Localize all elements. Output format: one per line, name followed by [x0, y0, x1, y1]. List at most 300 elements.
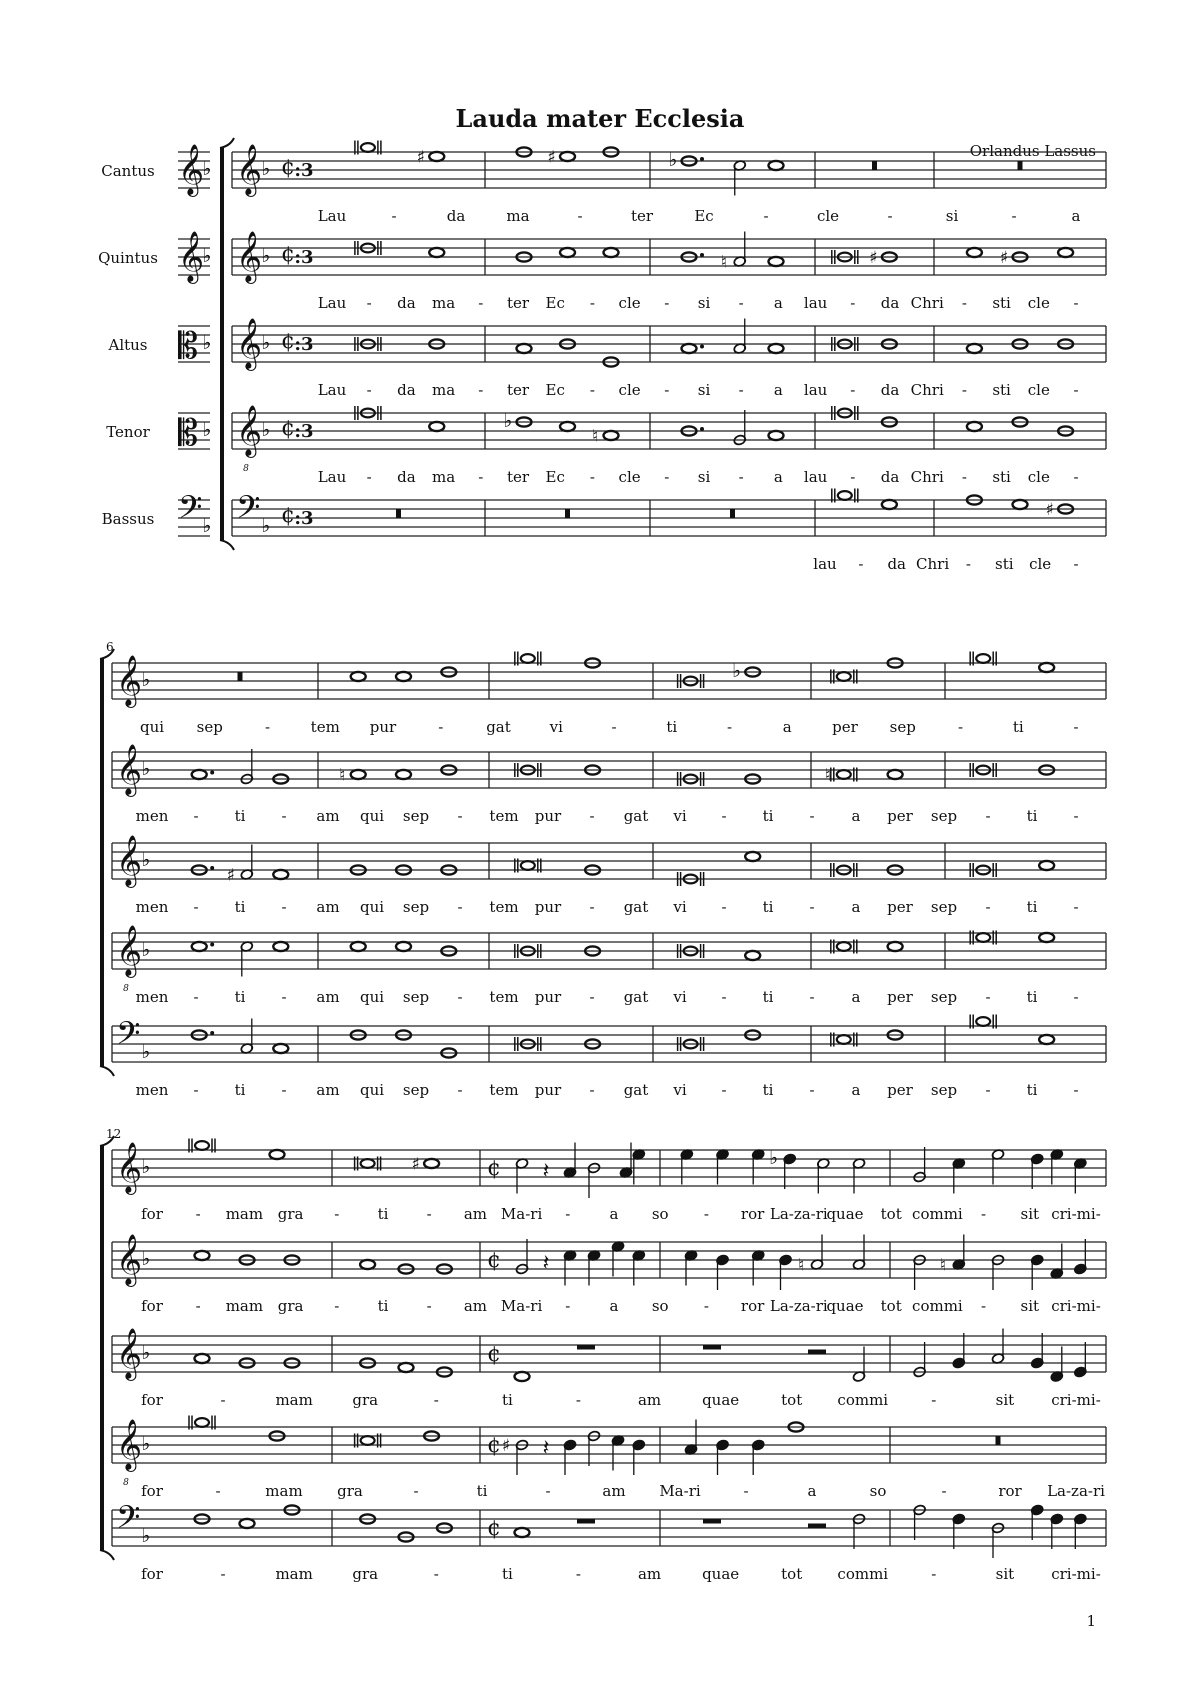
dot — [700, 427, 704, 431]
breve-rest — [238, 672, 243, 681]
quarter-note — [1031, 1254, 1044, 1290]
lyric-hyphen: - — [850, 381, 856, 399]
lyric-syllable: cri-mi- — [1051, 1391, 1101, 1409]
lyric-hyphen: - — [195, 1297, 201, 1315]
lyric-syllable: ti — [234, 807, 246, 825]
voice-label-cantus: Cantus — [101, 162, 155, 180]
lyric-hyphen: - — [565, 1205, 571, 1223]
lyric-syllable: ti — [1026, 807, 1038, 825]
lyric-syllable: ti — [234, 898, 246, 916]
lyric-syllable: a — [851, 1081, 861, 1099]
lyric-syllable: Ma-ri — [500, 1205, 543, 1223]
lyric-hyphen: - — [611, 718, 617, 736]
whole-note — [769, 344, 784, 353]
lyric-hyphen: - — [961, 381, 967, 399]
time-signature: :3 — [294, 247, 314, 268]
lyric-syllable: si — [697, 381, 711, 399]
c-clef-icon: 𝄡 — [178, 326, 199, 367]
notehead — [192, 942, 207, 951]
lyric-hyphen: - — [1073, 807, 1079, 825]
flat-icon: ♭ — [261, 245, 271, 267]
lyric-syllable: am — [463, 1297, 487, 1315]
lyric-syllable: tot — [781, 1391, 803, 1409]
notehead — [360, 1260, 375, 1269]
lyric-syllable: pur — [534, 1081, 562, 1099]
whole-note — [273, 942, 288, 951]
quarter-note — [716, 1439, 729, 1475]
lyric-hyphen: - — [589, 468, 595, 486]
lyric-hyphen: - — [721, 898, 727, 916]
lyric-syllable: ma — [506, 207, 530, 225]
lyric-syllable: La-za-ri — [769, 1297, 828, 1315]
notehead — [273, 1044, 288, 1053]
quarter-note — [632, 1250, 645, 1286]
lyric-syllable: cri-mi- — [1051, 1205, 1101, 1223]
notehead — [976, 1017, 990, 1026]
whole-note — [1039, 861, 1054, 870]
lyric-syllable: Lau — [317, 207, 347, 225]
lyric-syllable: sep — [402, 1081, 430, 1099]
notehead — [273, 870, 288, 879]
lyric-syllable: quae — [702, 1391, 740, 1409]
lyric-hyphen: - — [426, 1297, 432, 1315]
natural-icon: ♮ — [339, 765, 346, 786]
lyric-syllable: cle — [1027, 468, 1050, 486]
half-note — [733, 319, 746, 355]
quarter-note — [587, 1250, 600, 1286]
half-rest — [808, 1350, 826, 1355]
flat-icon: ♭ — [503, 410, 513, 432]
lyric-hyphen: - — [281, 807, 287, 825]
page-number: 1 — [1086, 1612, 1096, 1630]
flat-icon: ♭ — [202, 158, 212, 180]
lyric-syllable: per — [887, 1081, 913, 1099]
lyric-syllable: ter — [506, 381, 530, 399]
notehead — [745, 951, 760, 960]
whole-note — [270, 1150, 285, 1159]
lyric-syllable: a — [851, 988, 861, 1006]
lyric-hyphen: - — [426, 1205, 432, 1223]
quarter-note — [632, 1149, 645, 1185]
notehead — [976, 654, 990, 663]
bass-clef-icon: 𝄢 — [178, 489, 203, 533]
lyric-syllable: ror — [740, 1205, 765, 1223]
lyric-syllable: cle — [1027, 294, 1050, 312]
lyric-hyphen: - — [664, 294, 670, 312]
lyric-syllable: pur — [534, 807, 562, 825]
whole-note — [273, 1044, 288, 1053]
flat-icon: ♭ — [668, 149, 678, 171]
flat-icon: ♭ — [141, 1248, 151, 1270]
notehead — [604, 431, 619, 440]
notehead — [195, 1251, 210, 1260]
half-note — [240, 845, 253, 881]
whole-note — [351, 770, 366, 779]
lyric-hyphen: - — [738, 468, 744, 486]
flat-icon: ♭ — [202, 245, 212, 267]
whole-note — [888, 942, 903, 951]
lyric-syllable: mam — [275, 1565, 313, 1583]
quarter-note — [1074, 1342, 1087, 1378]
lyric-syllable: da — [446, 207, 466, 225]
cut-time-icon: ¢ — [487, 1342, 501, 1367]
quarter-note — [563, 1250, 576, 1286]
half-note — [240, 941, 253, 977]
lyric-syllable: men — [135, 807, 169, 825]
quarter-note — [952, 1333, 965, 1369]
lyric-syllable: ter — [630, 207, 654, 225]
quarter-note — [563, 1439, 576, 1475]
lyric-syllable: gat — [623, 1081, 649, 1099]
lyric-syllable: cri-mi- — [1051, 1565, 1101, 1583]
quarter-rest-icon: 𝄽 — [542, 1436, 550, 1461]
quarter-note — [1031, 1153, 1044, 1189]
notehead — [837, 672, 851, 681]
lyric-hyphen: - — [1073, 294, 1079, 312]
quarter-note — [684, 1420, 697, 1456]
whole-note — [1039, 933, 1054, 942]
lyric-syllable: cle — [618, 381, 641, 399]
quarter-note — [1074, 1513, 1087, 1549]
whole-rest — [577, 1519, 595, 1524]
half-note — [515, 1158, 528, 1194]
whole-note — [1039, 663, 1054, 672]
lyric-hyphen: - — [413, 1482, 419, 1500]
notehead — [604, 248, 619, 257]
lyric-syllable: men — [135, 898, 169, 916]
lyric-syllable: commi — [912, 1205, 963, 1223]
quarter-note — [680, 1149, 693, 1185]
quarter-note — [1050, 1149, 1063, 1185]
lyric-hyphen: - — [1073, 468, 1079, 486]
notehead — [517, 344, 532, 353]
half-note — [852, 1347, 865, 1383]
cut-time-icon: ¢ — [487, 1156, 501, 1181]
lyric-syllable: sep — [402, 807, 430, 825]
treble-clef-icon: 𝄞 — [236, 231, 263, 282]
voice-label-quintus: Quintus — [98, 249, 158, 267]
notehead — [429, 152, 444, 161]
lyric-hyphen: - — [743, 1482, 749, 1500]
notehead — [769, 344, 784, 353]
quarter-note — [1031, 1504, 1044, 1540]
cut-time-icon: ¢ — [281, 155, 295, 180]
lyric-syllable: ti — [377, 1205, 389, 1223]
composer-name: Orlandus Lassus — [969, 142, 1096, 160]
flat-icon: ♭ — [202, 419, 212, 441]
sharp-icon: ♯ — [501, 1436, 511, 1456]
whole-note — [396, 942, 411, 951]
cut-time-icon: ¢ — [281, 329, 295, 354]
notehead — [396, 770, 411, 779]
lyric-syllable: a — [609, 1297, 619, 1315]
dot — [700, 345, 704, 349]
lyric-syllable: lau — [813, 555, 837, 573]
lyric-hyphen: - — [193, 988, 199, 1006]
lyric-syllable: sep — [930, 807, 958, 825]
whole-note — [399, 1363, 414, 1372]
lyric-syllable: commi — [912, 1297, 963, 1315]
lyric-hyphen: - — [589, 381, 595, 399]
quarter-note — [632, 1439, 645, 1475]
lyric-syllable: am — [316, 1081, 340, 1099]
flat-icon: ♭ — [141, 1525, 151, 1547]
bracket-hook — [220, 540, 234, 550]
voice-label-bassus: Bassus — [101, 510, 155, 528]
lyric-hyphen: - — [457, 1081, 463, 1099]
lyric-hyphen: - — [850, 468, 856, 486]
lyric-syllable: ti — [762, 807, 774, 825]
quarter-note — [1050, 1513, 1063, 1549]
notehead — [560, 422, 575, 431]
lyric-hyphen: - — [809, 988, 815, 1006]
lyric-hyphen: - — [220, 1391, 226, 1409]
notehead — [838, 491, 852, 500]
flat-icon: ♭ — [202, 515, 212, 537]
whole-note — [396, 770, 411, 779]
lyric-syllable: Lau — [317, 294, 347, 312]
half-rest — [808, 1524, 826, 1529]
lyric-syllable: gra — [337, 1482, 363, 1500]
quarter-note — [611, 1435, 624, 1471]
lyric-syllable: am — [463, 1205, 487, 1223]
whole-note — [515, 1528, 530, 1537]
lyric-syllable: vi — [673, 1081, 687, 1099]
time-signature: :3 — [294, 508, 314, 529]
lyric-syllable: mam — [275, 1391, 313, 1409]
half-note — [991, 1149, 1004, 1185]
lyric-hyphen: - — [577, 207, 583, 225]
treble-clef-icon: 𝄞 — [116, 1328, 143, 1379]
lyric-syllable: a — [773, 294, 783, 312]
whole-note — [396, 672, 411, 681]
flat-icon: ♭ — [141, 669, 151, 691]
lyric-syllable: Ma-ri — [659, 1482, 701, 1500]
lyric-hyphen: - — [941, 1482, 947, 1500]
treble-clef-icon: 𝄞 — [116, 1419, 143, 1470]
notehead — [769, 161, 784, 170]
lyric-hyphen: - — [334, 1297, 340, 1315]
cut-time-icon: ¢ — [487, 1248, 501, 1273]
lyric-syllable: qui — [359, 898, 385, 916]
treble-clef-icon: 𝄞 — [236, 318, 263, 369]
lyric-hyphen: - — [961, 294, 967, 312]
lyric-hyphen: - — [985, 988, 991, 1006]
lyric-syllable: vi — [673, 898, 687, 916]
quarter-note — [1074, 1158, 1087, 1194]
lyric-syllable: a — [851, 807, 861, 825]
cut-time-icon: ¢ — [281, 416, 295, 441]
notehead — [1039, 861, 1054, 870]
lyric-hyphen: - — [457, 807, 463, 825]
lyric-syllable: sep — [196, 718, 223, 736]
whole-note — [429, 248, 444, 257]
notehead — [521, 654, 535, 663]
whole-note — [360, 1260, 375, 1269]
lyric-syllable: gat — [486, 718, 511, 736]
natural-icon: ♮ — [797, 1255, 805, 1276]
score-title: Lauda mater Ecclesia — [455, 104, 745, 133]
lyric-hyphen: - — [366, 381, 372, 399]
lyric-syllable: ti — [1026, 898, 1038, 916]
lyric-syllable: mam — [225, 1205, 264, 1223]
whole-note — [604, 431, 619, 440]
treble-clef-icon: 𝄞 — [236, 144, 263, 195]
breve-rest — [996, 1436, 1001, 1445]
lyric-hyphen: - — [931, 1391, 937, 1409]
lyric-hyphen: - — [763, 207, 769, 225]
quarter-note — [1031, 1333, 1044, 1369]
lyric-syllable: da — [887, 555, 906, 573]
lyric-syllable: si — [945, 207, 959, 225]
notehead — [837, 770, 851, 779]
lyric-syllable: for — [141, 1297, 163, 1315]
lyric-hyphen: - — [985, 807, 991, 825]
octave-marker: 8 — [123, 984, 129, 994]
lyric-hyphen: - — [858, 555, 864, 573]
lyric-syllable: qui — [359, 807, 385, 825]
lyric-syllable: am — [637, 1391, 662, 1409]
notehead — [976, 933, 990, 942]
lyric-syllable: a — [807, 1482, 817, 1500]
bracket-hook — [100, 1550, 114, 1560]
lyric-syllable: ti — [762, 988, 774, 1006]
notehead — [429, 422, 444, 431]
notehead — [429, 248, 444, 257]
lyric-syllable: Ec — [545, 468, 565, 486]
lyric-hyphen: - — [366, 294, 372, 312]
lyric-syllable: ti — [762, 1081, 774, 1099]
lyric-syllable: ti — [1026, 1081, 1038, 1099]
sharp-icon: ♯ — [869, 248, 878, 268]
quarter-rest-icon: 𝄽 — [542, 1159, 550, 1184]
lyric-syllable: am — [316, 988, 340, 1006]
lyric-hyphen: - — [1073, 898, 1079, 916]
flat-icon: ♭ — [141, 939, 151, 961]
whole-note — [429, 152, 444, 161]
lyric-syllable: si — [697, 294, 711, 312]
notehead — [515, 1372, 530, 1381]
lyric-syllable: ti — [1026, 988, 1038, 1006]
lyric-syllable: lau — [803, 294, 828, 312]
half-note — [733, 160, 746, 196]
lyric-syllable: per — [887, 807, 913, 825]
whole-note — [195, 1354, 210, 1363]
lyric-syllable: cle — [1029, 555, 1052, 573]
lyric-syllable: lau — [803, 381, 828, 399]
sharp-icon: ♯ — [547, 147, 556, 168]
notehead — [351, 672, 366, 681]
flat-icon: ♭ — [141, 849, 151, 871]
lyric-hyphen: - — [1073, 555, 1079, 573]
notehead — [1058, 248, 1073, 257]
treble-clef-icon: 𝄞 — [116, 1142, 143, 1193]
lyric-syllable: per — [832, 718, 858, 736]
lyric-syllable: a — [782, 718, 792, 736]
notehead — [882, 500, 897, 509]
notehead — [361, 143, 375, 152]
lyric-syllable: so — [651, 1297, 669, 1315]
lyric-syllable: gra — [277, 1205, 304, 1223]
lyric-syllable: a — [773, 468, 783, 486]
octave-marker: 8 — [123, 1478, 129, 1488]
notehead — [521, 861, 535, 870]
lyric-syllable: sti — [992, 294, 1011, 312]
quarter-note — [952, 1513, 965, 1549]
whole-note — [192, 942, 207, 951]
treble-clef-icon: 𝄞 — [116, 744, 143, 795]
lyric-hyphen: - — [887, 207, 893, 225]
dot — [210, 1031, 214, 1035]
lyric-hyphen: - — [965, 555, 971, 573]
lyric-hyphen: - — [1073, 988, 1079, 1006]
notehead — [1039, 663, 1054, 672]
notehead — [195, 1354, 210, 1363]
lyric-syllable: sit — [1020, 1297, 1040, 1315]
lyric-hyphen: - — [664, 381, 670, 399]
lyric-syllable: a — [773, 381, 783, 399]
notehead — [769, 257, 784, 266]
notehead — [745, 852, 760, 861]
whole-note — [424, 1159, 439, 1168]
lyric-syllable: Chri — [916, 555, 950, 573]
whole-note — [769, 257, 784, 266]
notehead — [1013, 500, 1028, 509]
whole-note — [429, 422, 444, 431]
treble-clef-icon: 𝄞 — [178, 231, 205, 282]
dot — [700, 157, 704, 161]
lyric-syllable: men — [135, 988, 169, 1006]
notehead — [837, 942, 851, 951]
notehead — [195, 1418, 209, 1427]
notehead — [1039, 933, 1054, 942]
quarter-note — [1050, 1244, 1063, 1280]
lyric-syllable: sep — [930, 1081, 958, 1099]
whole-note — [1013, 500, 1028, 509]
lyric-syllable: ti — [762, 898, 774, 916]
lyric-hyphen: - — [195, 1205, 201, 1223]
lyric-syllable: am — [637, 1565, 662, 1583]
notehead — [560, 248, 575, 257]
lyric-syllable: commi — [837, 1565, 889, 1583]
treble-clef-icon: 𝄞 — [116, 1234, 143, 1285]
lyric-syllable: gat — [623, 807, 649, 825]
flat-icon: ♭ — [261, 332, 271, 354]
lyric-syllable: gra — [352, 1565, 379, 1583]
lyric-syllable: men — [135, 1081, 169, 1099]
lyric-syllable: sit — [995, 1391, 1015, 1409]
flat-icon: ♭ — [261, 158, 271, 180]
lyric-hyphen: - — [575, 1391, 582, 1409]
whole-note — [1039, 1035, 1054, 1044]
lyric-hyphen: - — [981, 1205, 987, 1223]
lyric-syllable: for — [141, 1391, 163, 1409]
flat-icon: ♭ — [261, 419, 271, 441]
dot — [210, 866, 214, 870]
dot — [700, 253, 704, 257]
whole-note — [351, 672, 366, 681]
breve-rest — [872, 161, 877, 170]
lyric-hyphen: - — [589, 988, 595, 1006]
cut-time-icon: ¢ — [281, 503, 295, 528]
lyric-syllable: tot — [880, 1205, 902, 1223]
whole-note — [351, 942, 366, 951]
lyric-syllable: cle — [1027, 381, 1050, 399]
lyric-syllable: sep — [930, 988, 958, 1006]
lyric-syllable: Ec — [545, 294, 565, 312]
quarter-note — [752, 1439, 765, 1475]
notehead — [396, 672, 411, 681]
